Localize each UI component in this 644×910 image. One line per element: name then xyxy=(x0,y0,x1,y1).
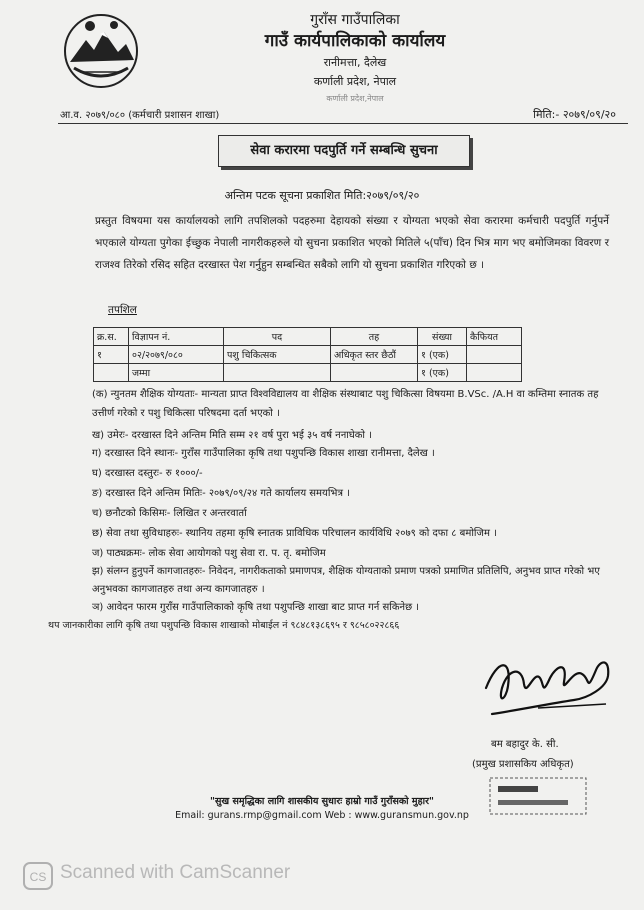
table-header-cell: विज्ञापन नं. xyxy=(129,328,224,346)
header-province: कर्णाली प्रदेश, नेपाल xyxy=(313,75,397,88)
footer-email-web: Email: gurans.rmp@gmail.com Web : www.guransmun.gov.np xyxy=(175,810,469,821)
table-header-cell: कैफियत xyxy=(467,328,522,346)
header-province-faint: कर्णाली प्रदेश,नेपाल xyxy=(326,94,384,103)
vacancy-table xyxy=(93,327,522,382)
list-item: ग) दरखास्त दिने स्थानः- गुराँस गाउँपालिका कृषि तथा पशुपन्छि विकास शाखा रानीमत्ता, दैलेख । xyxy=(92,448,435,459)
handwritten-signature xyxy=(478,648,618,720)
header-office-name: गाउँ कार्यपालिकाको कार्यालय xyxy=(264,31,446,51)
table-cell: १ xyxy=(94,346,129,364)
letter-date: मिति:- २०७९/०९/२० xyxy=(533,108,616,121)
table-header-cell: तह xyxy=(331,328,418,346)
publish-note: अन्तिम पटक सूचना प्रकाशित मिति:२०७९/०९/२० xyxy=(224,189,420,202)
list-item: ङ) दरखास्त दिने अन्तिम मितिः- २०७९/०९/२४ गते कार्यालय समयभित्र । xyxy=(92,488,350,499)
contact-line: थप जानकारीका लागि कृषि तथा पशुपन्छि विकास शाखाको मोबाईल नं ९८४८१३८६९५ र ९८५८०२२८६६ xyxy=(48,620,400,631)
footer-motto: "सुख समृद्धिका लागि शासकीय सुधारः हाम्रो गाउँ गुराँसको मुहार" xyxy=(210,796,434,807)
list-item: ञ) आवेदन फारम गुराँस गाउँपालिकाको कृषि तथा पशुपन्छि शाखा बाट प्राप्त गर्न सकिनेछ । xyxy=(92,602,420,613)
table-cell xyxy=(467,346,522,364)
notice-title: सेवा करारमा पदपुर्ति गर्ने सम्बन्धि सुचना xyxy=(218,135,470,167)
table-header-cell: क्र.स. xyxy=(94,328,129,346)
reference-number: आ.व. २०७९/०८० (कर्मचारी प्रशासन शाखा) xyxy=(60,110,220,121)
signatory-name: बम बहादुर के. सी. xyxy=(491,739,559,750)
table-cell: १ (एक) xyxy=(418,364,467,382)
table-header-cell: संख्या xyxy=(418,328,467,346)
list-item: ख) उमेरः- दरखास्त दिने अन्तिम मिति सम्म २१ वर्ष पुरा भई ३५ वर्ष ननाघेको । xyxy=(92,430,372,441)
signatory-title: (प्रमुख प्रशासकिय अधिकृत) xyxy=(472,759,574,770)
table-cell: अधिकृत स्तर छैठौं xyxy=(331,346,418,364)
table-header-row xyxy=(94,328,522,346)
body-paragraph: प्रस्तुत विषयमा यस कार्यालयको लागि तपशिलको पदहरुमा देहायको संख्या र योग्यता भएको सेवा करारमा कर्मचारी पदपुर्ति गर्नुपर्ने भएकाले योग्यता पुगेका ईच्छुक नेपाली नागरीकहरुले यो सुचना प्रकाशित भएको मितिले ५(पाँच) दिन भित्र माग भए बमोजिमका विवरण र राजश्व तिरेको रसिद सहित दरखास्त पेश गर्नुहुन सम्बन्धित सबैको लागि यो सुचना प्रकाशित गरिएको छ । xyxy=(95,215,609,271)
header-divider xyxy=(58,123,628,124)
list-item: च) छनौटको किसिमः- लिखित र अन्तरवार्ता xyxy=(92,508,247,519)
list-item: छ) सेवा तथा सुविधाहरुः- स्थानिय तहमा कृषि स्नातक प्राविधिक परिचालन कार्यविधि २०७९ को दफा ८ बमोजिम । xyxy=(92,528,497,539)
table-cell xyxy=(467,364,522,382)
table-cell: पशु चिकित्सक xyxy=(224,346,331,364)
table-label: तपशिल xyxy=(108,304,137,316)
table-total-row xyxy=(94,364,522,382)
list-item: झ) संलग्न हुनुपर्ने कागजातहरुः- निवेदन, नागरीकताको प्रमाणपत्र, शैक्षिक योग्यताको प्रमाण पत्रको प्रमाणित प्रतिलिपि, अनुभव प्राप्त गरेको भए अनुभवका कागजातहरु तथा अन्य कागजातहरु । xyxy=(92,566,600,595)
table-cell: जम्मा xyxy=(129,364,224,382)
watermark-text: Scanned with CamScanner xyxy=(60,862,291,883)
header-location: रानीमत्ता, दैलेख xyxy=(323,56,387,69)
table-row xyxy=(94,346,522,364)
header-municipality: गुराँस गाउँपालिका xyxy=(310,12,400,28)
table-cell: १ (एक) xyxy=(418,346,467,364)
nepal-emblem-logo xyxy=(60,10,142,92)
table-cell xyxy=(224,364,331,382)
table-cell: ०२/२०७९/०८० xyxy=(129,346,224,364)
watermark-badge-text: CS xyxy=(29,870,47,884)
list-item: घ) दरखास्त दस्तुरः- रु १०००/- xyxy=(92,468,203,479)
list-item: (क) न्युनतम शैक्षिक योग्यताः- मान्यता प्राप्त विश्वविद्यालय वा शैक्षिक संस्थाबाट पशु चिकित्सा विषयमा B.VSc. /A.H वा कम्तिमा स्नातक तह उत्तीर्ण गरेको र पशु चिकित्सा परिषदमा दर्ता भएको । xyxy=(92,389,599,419)
list-item: ज) पाठ्यक्रमः- लोक सेवा आयोगको पशु सेवा रा. प. तृ. बमोजिम xyxy=(92,548,326,559)
table-header-cell: पद xyxy=(224,328,331,346)
table-cell xyxy=(331,364,418,382)
table-cell xyxy=(94,364,129,382)
